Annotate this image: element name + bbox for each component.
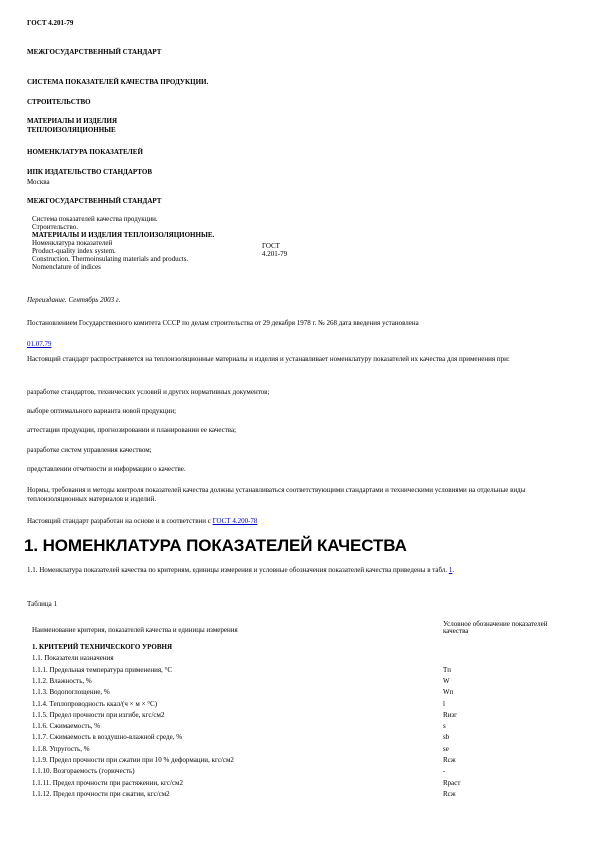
system-title: СИСТЕМА ПОКАЗАТЕЛЕЙ КАЧЕСТВА ПРОДУКЦИИ. — [27, 78, 209, 86]
materials-title-line2: ТЕПЛОИЗОЛЯЦИОННЫЕ — [27, 126, 116, 134]
title-line: Номенклатура показателей — [32, 239, 113, 247]
indicator-symbol: Tп — [443, 665, 452, 674]
indicator-symbol: l — [443, 699, 445, 708]
indicator-symbol: Wп — [443, 688, 454, 697]
indicator-symbol: Rраст — [443, 778, 461, 787]
gost-number: 4.201-79 — [262, 250, 288, 258]
list-item: разработке стандартов, технических условий и других нормативных документов; — [27, 388, 270, 396]
indicator-symbol: - — [443, 767, 446, 776]
gost-label: ГОСТ — [262, 242, 280, 250]
table-1-link[interactable]: 1 — [448, 566, 453, 574]
title-line: Nomenclature of indices — [32, 263, 101, 271]
intro-text: 1.1. Номенклатура показателей качества по критериям, единицы измерения и условные обозначения показателей качества приведены в табл. — [27, 566, 449, 574]
indicator-name: 1.1. Показатели назначения — [32, 654, 114, 663]
table-row — [32, 744, 567, 755]
branch-title: СТРОИТЕЛЬСТВО — [27, 98, 91, 106]
table-header — [32, 621, 567, 639]
indicator-symbol: Rсж — [443, 756, 456, 764]
table-row — [32, 710, 567, 721]
indicator-name: 1.1.7. Сжимаемость в воздушно-влажной среде, % — [32, 733, 183, 742]
table-row — [32, 778, 567, 789]
indicator-name: 1.1.9. Предел прочности при сжатии при 10 % деформации, кгс/см2 — [32, 756, 234, 764]
table-row — [32, 665, 567, 676]
table-row — [32, 766, 567, 777]
indicator-symbol: Rизг — [443, 710, 458, 719]
title-line: Система показателей качества продукции. — [32, 215, 158, 223]
publisher: ИПК ИЗДАТЕЛЬСТВО СТАНДАРТОВ — [27, 168, 152, 176]
city: Москва — [27, 178, 50, 186]
list-item: представлении отчетности и информации о качестве. — [27, 465, 186, 473]
indicator-name: 1.1.8. Упругость, % — [32, 744, 90, 753]
table-row — [32, 721, 567, 732]
table-row — [32, 732, 567, 743]
indicator-symbol: Rсж — [443, 789, 456, 798]
table-row — [32, 653, 567, 664]
indicator-name: 1.1.4. Теплопроводность ккал/(ч × м × °C) — [32, 699, 158, 708]
gost-4-200-78-link[interactable]: ГОСТ 4.200-78 — [212, 517, 258, 525]
title-line: МАТЕРИАЛЫ И ИЗДЕЛИЯ ТЕПЛОИЗОЛЯЦИОННЫЕ. — [32, 231, 215, 239]
indicator-name: 1.1.12. Предел прочности при сжатии, кгс/см2 — [32, 789, 170, 798]
scope-paragraph: Настоящий стандарт распространяется на теплоизоляционные материалы и изделия и устанавливает номенклатуру показателей их качества для применения при: — [27, 355, 510, 363]
indicator-name: 1. КРИТЕРИЙ ТЕХНИЧЕСКОГО УРОВНЯ — [32, 643, 172, 651]
title-line: Строительство. — [32, 223, 78, 231]
table-row — [32, 789, 567, 800]
indicator-name: 1.1.10. Возгораемость (горючесть) — [32, 767, 135, 776]
list-item: аттестации продукции, прогнозировании и планировании ее качества; — [27, 426, 237, 434]
standard-type: МЕЖГОСУДАРСТВЕННЫЙ СТАНДАРТ — [27, 48, 162, 56]
table-row — [32, 699, 567, 710]
title-line: Product-quality index system. — [32, 247, 116, 255]
developed-text: Настоящий стандарт разработан на основе и в соответствии с — [27, 517, 213, 525]
table-row — [32, 642, 567, 653]
indicator-name: 1.1.3. Водопоглощение, % — [32, 688, 110, 697]
indicator-name: 1.1.6. Сжимаемость, % — [32, 722, 101, 731]
indicator-name: 1.1.5. Предел прочности при изгибе, кгс/см2 — [32, 710, 165, 719]
section-heading: 1. НОМЕНКЛАТУРА ПОКАЗАТЕЛЕЙ КАЧЕСТВА — [24, 536, 407, 555]
list-item: выборе оптимального варианта новой продукции; — [27, 407, 177, 415]
reissue-note: Переиздание. Сентябрь 2003 г. — [27, 296, 121, 304]
list-item: разработке систем управления качеством; — [27, 446, 152, 454]
indicator-name: 1.1.1. Предельная температура применения, °C — [32, 665, 173, 674]
gost-number-block — [262, 242, 287, 258]
developed-paragraph — [27, 517, 257, 526]
table-row — [32, 676, 567, 687]
norms-paragraph: Нормы, требования и методы контроля показателей качества должны устанавливаться соответствующими стандартами и техническими условиями на отдельные виды теплоизоляционных материалов и изделий. — [27, 486, 526, 503]
effective-date-link[interactable]: 01.07.79 — [27, 340, 52, 348]
indicator-name: 1.1.11. Предел прочности при растяжении, кгс/см2 — [32, 778, 183, 787]
section-intro — [27, 566, 555, 575]
doc-code: ГОСТ 4.201-79 — [27, 19, 74, 27]
indicator-symbol: W — [443, 676, 450, 685]
title-line: Construction. Thermoinsulating materials and products. — [32, 255, 189, 263]
indicator-symbol: s — [443, 722, 446, 731]
materials-title-line1: МАТЕРИАЛЫ И ИЗДЕЛИЯ — [27, 117, 118, 125]
indicator-symbol: sb — [443, 733, 450, 742]
decree-text: Постановлением Государственного комитета СССР по делам строительства от 29 декабря 1978 г. № 268 дата введения установлена — [27, 319, 419, 327]
nomenclature-title: НОМЕНКЛАТУРА ПОКАЗАТЕЛЕЙ — [27, 148, 143, 156]
col-symbol-header: Условное обозначение показателей качества — [443, 620, 548, 635]
table-row — [32, 755, 567, 766]
standard-type-repeat: МЕЖГОСУДАРСТВЕННЫЙ СТАНДАРТ — [27, 197, 162, 205]
table-row — [32, 687, 567, 698]
table-label: Таблица 1 — [27, 600, 57, 608]
indicator-name: 1.1.2. Влажность, % — [32, 676, 92, 685]
title-block — [32, 215, 257, 271]
col-name-header: Наименование критерия, показателей качества и единицы измерения — [32, 626, 238, 634]
indicator-symbol: se — [443, 744, 449, 753]
intro-suffix: . — [452, 566, 455, 574]
